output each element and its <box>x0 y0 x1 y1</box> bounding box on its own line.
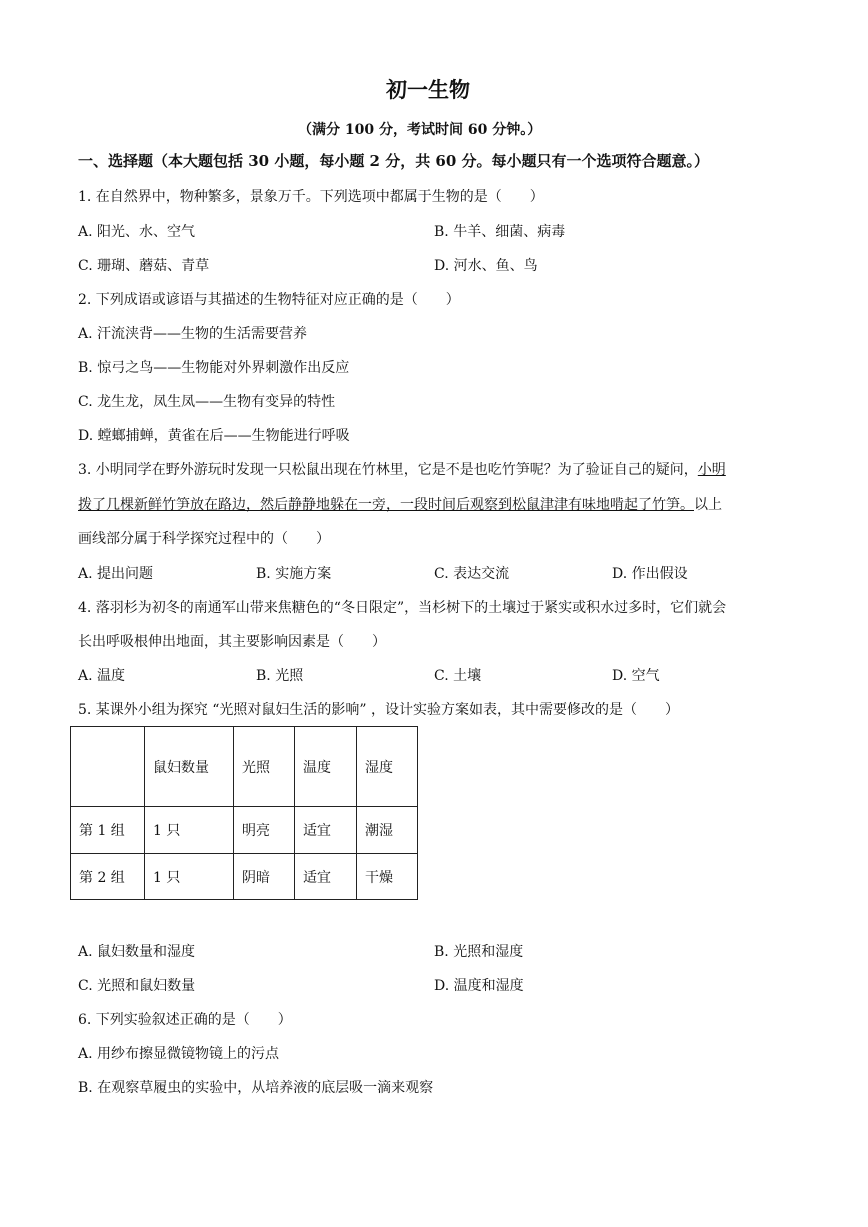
question-5-option-a: A. 鼠妇数量和湿度 <box>78 944 196 960</box>
question-3-option-c: C. 表达交流 <box>434 566 510 582</box>
question-5-option-d: D. 温度和湿度 <box>434 978 524 994</box>
question-1-stem: 1. 在自然界中，物种繁多，景象万千。下列选项中都属于生物的是（ ） <box>78 189 544 205</box>
question-5-option-c: C. 光照和鼠妇数量 <box>78 978 196 994</box>
table-cell: 1 只 <box>145 807 234 854</box>
table-cell: 阴暗 <box>234 854 295 900</box>
table-cell <box>71 727 145 807</box>
table-cell: 适宜 <box>295 854 357 900</box>
experiment-table <box>70 726 418 900</box>
question-3-stem-line-1: 3. 小明同学在野外游玩时发现一只松鼠出现在竹林里，它是不是也吃竹笋呢？为了验证自己的疑问，小明 <box>78 462 726 478</box>
table-cell: 湿度 <box>357 727 418 807</box>
table-row <box>71 854 418 900</box>
question-4-option-d: D. 空气 <box>612 668 660 684</box>
table-cell: 1 只 <box>145 854 234 900</box>
question-6-stem: 6. 下列实验叙述正确的是（ ） <box>78 1012 292 1028</box>
section-heading: 一、选择题（本大题包括 30 小题，每小题 2 分，共 60 分。每小题只有一个选项符合题意。） <box>78 152 710 170</box>
question-1-option-a: A. 阳光、水、空气 <box>78 224 196 240</box>
question-3-option-b: B. 实施方案 <box>256 566 332 582</box>
question-3-option-a: A. 提出问题 <box>78 566 154 582</box>
question-3-option-d: D. 作出假设 <box>612 566 688 582</box>
question-6-option-b: B. 在观察草履虫的实验中，从培养液的底层吸一滴来观察 <box>78 1080 434 1096</box>
question-2-option-b: B. 惊弓之鸟——生物能对外界刺激作出反应 <box>78 360 350 376</box>
question-2-option-a: A. 汗流浃背——生物的生活需要营养 <box>78 326 308 342</box>
question-1-option-d: D. 河水、鱼、鸟 <box>434 258 538 274</box>
table-header-row <box>71 727 418 807</box>
table-cell: 第 2 组 <box>71 854 145 900</box>
underlined-text: 小明 <box>697 462 726 478</box>
table-cell: 第 1 组 <box>71 807 145 854</box>
table-cell: 明亮 <box>234 807 295 854</box>
table-cell: 光照 <box>234 727 295 807</box>
question-3-stem-line-2: 拨了几棵新鲜竹笋放在路边，然后静静地躲在一旁，一段时间后观察到松鼠津津有味地啃起了竹笋。以上 <box>78 497 722 513</box>
question-2-option-c: C. 龙生龙，凤生凤——生物有变异的特性 <box>78 394 336 410</box>
table-cell: 潮湿 <box>357 807 418 854</box>
question-2-option-d: D. 螳螂捕蝉，黄雀在后——生物能进行呼吸 <box>78 428 350 444</box>
table-cell: 温度 <box>295 727 357 807</box>
question-4-option-a: A. 温度 <box>78 668 126 684</box>
page-title: 初一生物 <box>386 77 470 102</box>
page-subtitle: （满分 100 分，考试时间 60 分钟。） <box>298 122 542 138</box>
question-6-option-a: A. 用纱布擦显微镜物镜上的污点 <box>78 1046 280 1062</box>
table-cell: 干燥 <box>357 854 418 900</box>
underlined-text: 拨了几棵新鲜竹笋放在路边，然后静静地躲在一旁，一段时间后观察到松鼠津津有味地啃起了竹笋。 <box>78 497 694 513</box>
question-3-stem-line-3: 画线部分属于科学探究过程中的（ ） <box>78 531 330 547</box>
question-2-stem: 2. 下列成语或谚语与其描述的生物特征对应正确的是（ ） <box>78 292 460 308</box>
question-1-option-b: B. 牛羊、细菌、病毒 <box>434 224 566 240</box>
table-cell: 适宜 <box>295 807 357 854</box>
question-4-option-c: C. 土壤 <box>434 668 482 684</box>
question-4-stem-line-2: 长出呼吸根伸出地面，其主要影响因素是（ ） <box>78 634 386 650</box>
question-1-option-c: C. 珊瑚、蘑菇、青草 <box>78 258 210 274</box>
question-5-stem: 5. 某课外小组为探究 “光照对鼠妇生活的影响” ，设计实验方案如表，其中需要修改的是（ ） <box>78 702 680 718</box>
table-row <box>71 807 418 854</box>
question-4-stem-line-1: 4. 落羽杉为初冬的南通军山带来焦糖色的“冬日限定”，当杉树下的土壤过于紧实或积水过多时，它们就会 <box>78 600 727 616</box>
question-4-option-b: B. 光照 <box>256 668 304 684</box>
question-5-option-b: B. 光照和湿度 <box>434 944 524 960</box>
table-cell: 鼠妇数量 <box>145 727 234 807</box>
